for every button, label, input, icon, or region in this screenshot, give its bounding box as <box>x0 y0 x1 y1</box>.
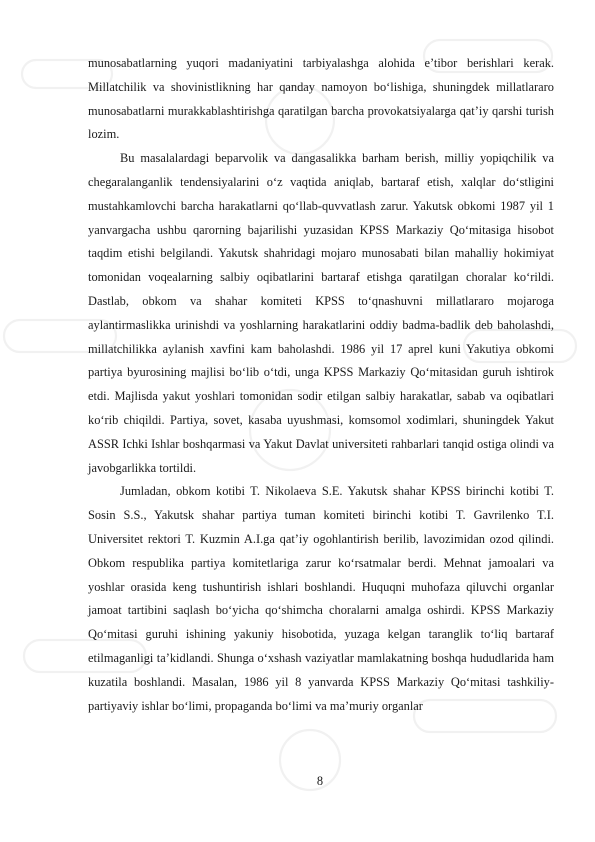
paragraph-3: Jumladan, obkom kotibi T. Nikolaeva S.E. Yakutsk shahar KPSS birinchi kotibi T. Sosin S.S., Yakutsk shahar partiya tuman komiteti birinchi kotibi T. Gavrilenko T.I. Universitet rektori T. Kuzmin A.I.ga qat’iy ogohlantirish berilib, lavozimidan ozod qilindi. Obkom respublika partiya komitetlariga zarur ko‘rsatmalar berdi. Mehnat jamoalari va yoshlar orasida keng tushuntirish ishlari boshlandi. Huquqni muhofaza qiluvchi organlar jamoat tartibini saqlash bo‘yicha qo‘shimcha choralarni amalga oshirdi. KPSS Markaziy Qo‘mitasi guruhi ishining yakuniy hisobotida, yuzaga kelgan taranglik to‘liq bartaraf etilmaganligi ta’kidlandi. Shunga o‘xshash vaziyatlar mamlakatning boshqa hududlarida ham kuzatila boshlandi. Masalan, 1986 yil 8 yanvarda KPSS Markaziy Qo‘mitasi tashkiliy-partiyaviy ishlar bo‘limi, propaganda bo‘limi va ma’muriy organlar <box>88 484 554 713</box>
paragraph-1: munosabatlarning yuqori madaniyatini tarbiyalashga alohida e’tibor berishlari kerak. Millatchilik va shovinistlikning har qanday namoyon bo‘lishiga, shuningdek millatlararo munosabatlarni murakkablashtirishga qaratilgan barcha provokatsiyalarga qat’iy qarshi turish lozim. <box>88 56 554 142</box>
paragraph-2: Bu masalalardagi beparvolik va dangasalikka barham berish, milliy yopiqchilik va chegaralanganlik tendensiyalarini o‘z vaqtida aniqlab, bartaraf etish, xalqlar do‘stligini mustahkamlovchi barcha harakatlarni qo‘llab-quvvatlash zarur. Yakutsk obkomi 1987 yil 1 yanvargacha ushbu qarorning bajarilishi yuzasidan KPSS Markaziy Qo‘mitasiga hisobot taqdim etishi belgilandi. Yakutsk shahridagi mojaro munosabati bilan mahalliy hokimiyat tomonidan voqealarning salbiy oqibatlarini bartaraf etishga qaratilgan choralar ko‘rildi. Dastlab, obkom va shahar komiteti KPSS to‘qnashuvni millatlararo mojaroga aylantirmaslikka urinishdi va yoshlarning harakatlarini oddiy badma-badlik deb baholashdi, millatchilikka aylanish xavfini kam baholashdi. 1986 yil 17 aprel kuni Yakutiya obkomi partiya byurosining majlisi bo‘lib o‘tdi, unga KPSS Markaziy Qo‘mitasidan guruh ishtirok etdi. Majlisda yakut yoshlari tomonidan sodir etilgan salbiy harakatlar, sabab va oqibatlari ko‘rib chiqildi. Partiya, sovet, kasaba uyushmasi, komsomol xodimlari, shuningdek Yakut ASSR Ichki Ishlar boshqarmasi va Yakut Davlat universiteti rahbarlari tanqid ostiga olindi va javobgarlikka tortildi. <box>88 151 554 475</box>
page-number: 8 <box>316 774 324 788</box>
body-text <box>88 52 554 718</box>
